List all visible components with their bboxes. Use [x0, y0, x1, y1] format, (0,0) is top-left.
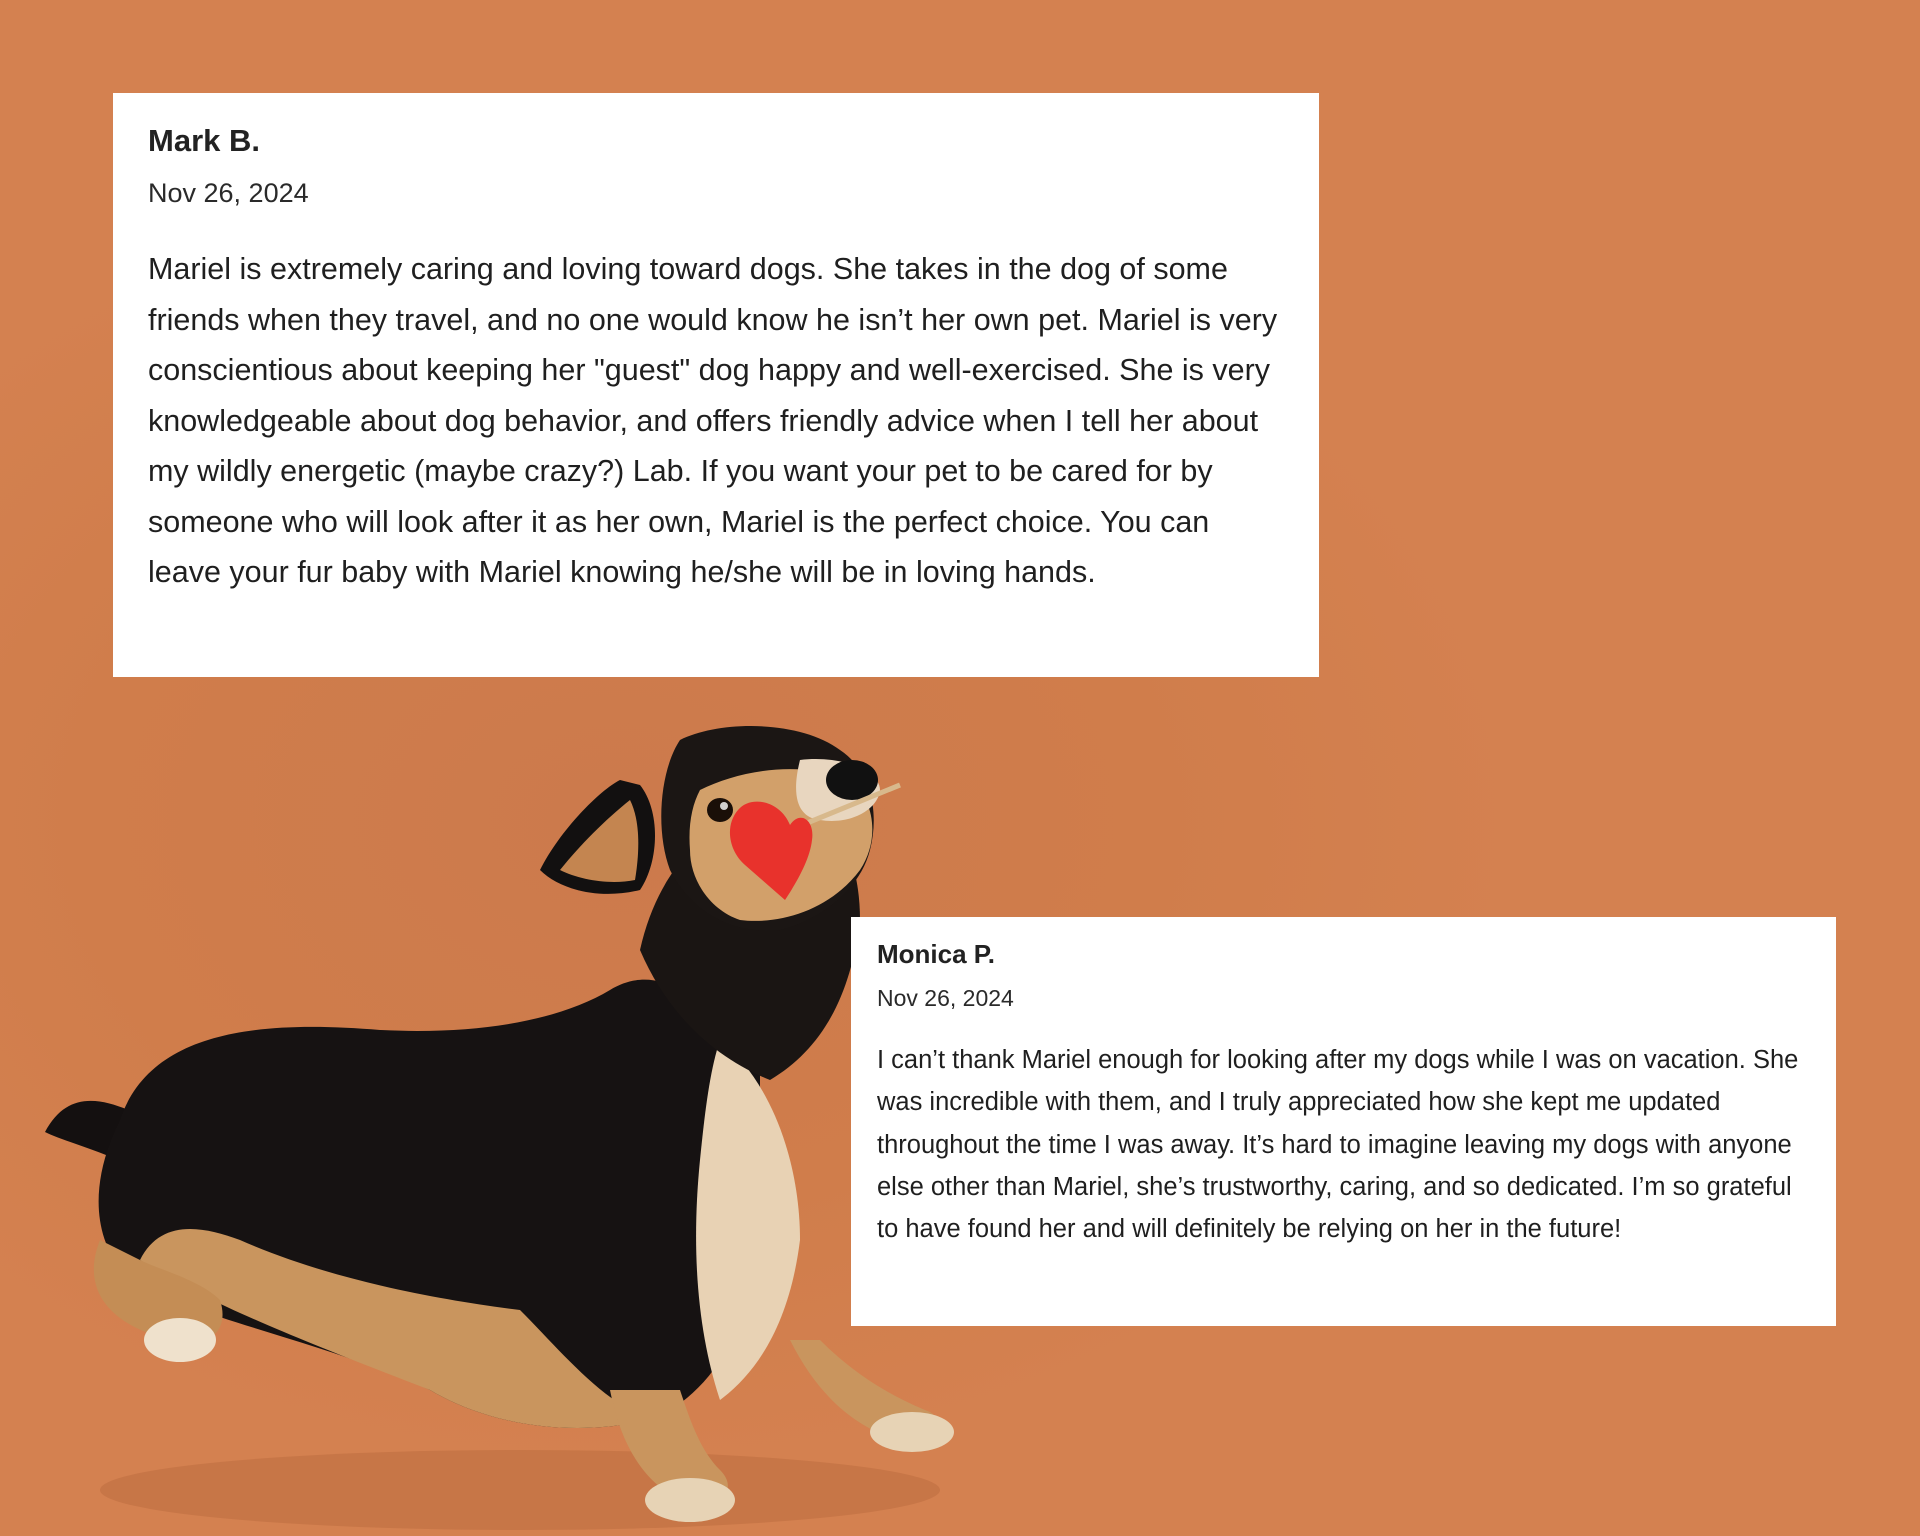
dog-shadow — [100, 1450, 940, 1530]
review-text: Mariel is extremely caring and loving toward dogs. She takes in the dog of some friends when they travel, and no one would know he isn’t her own pet. Mariel is very conscientious about keeping her "guest" dog happy and well-exercised. She is very knowledgeable about dog behavior, and offers friendly advice when I tell her about my wildly energetic (maybe crazy?) Lab. If you want your pet to be cared for by someone who will look after it as her own, Mariel is the perfect choice. You can leave your fur baby with Mariel knowing he/she will be in loving hands. — [148, 252, 1278, 589]
reviewer-name: Mark B. — [148, 123, 260, 158]
dog-front-paw-right — [870, 1412, 954, 1452]
dog-eye — [707, 798, 733, 822]
review-date: Nov 26, 2024 — [148, 178, 309, 208]
dog-front-paw-left — [645, 1478, 735, 1522]
reviewer-name: Monica P. — [877, 939, 996, 969]
dog-chest — [696, 1040, 800, 1400]
dog-back-paw — [144, 1318, 216, 1362]
dog-nose — [826, 760, 878, 800]
review-date: Nov 26, 2024 — [877, 985, 1014, 1011]
dog-photo — [0, 700, 1000, 1536]
review-text: I can’t thank Mariel enough for looking after my dogs while I was on vacation. She was incredible with them, and I truly appreciated how she kept me updated throughout the time I was away. It’s hard to imagine leaving my dogs with anyone else other than Mariel, she’s trustworthy, caring, and so dedicated. I’m so grateful to have found her and will definitely be relying on her in the future! — [877, 1046, 1799, 1244]
review-card — [851, 917, 1836, 1326]
review-card — [113, 93, 1319, 677]
